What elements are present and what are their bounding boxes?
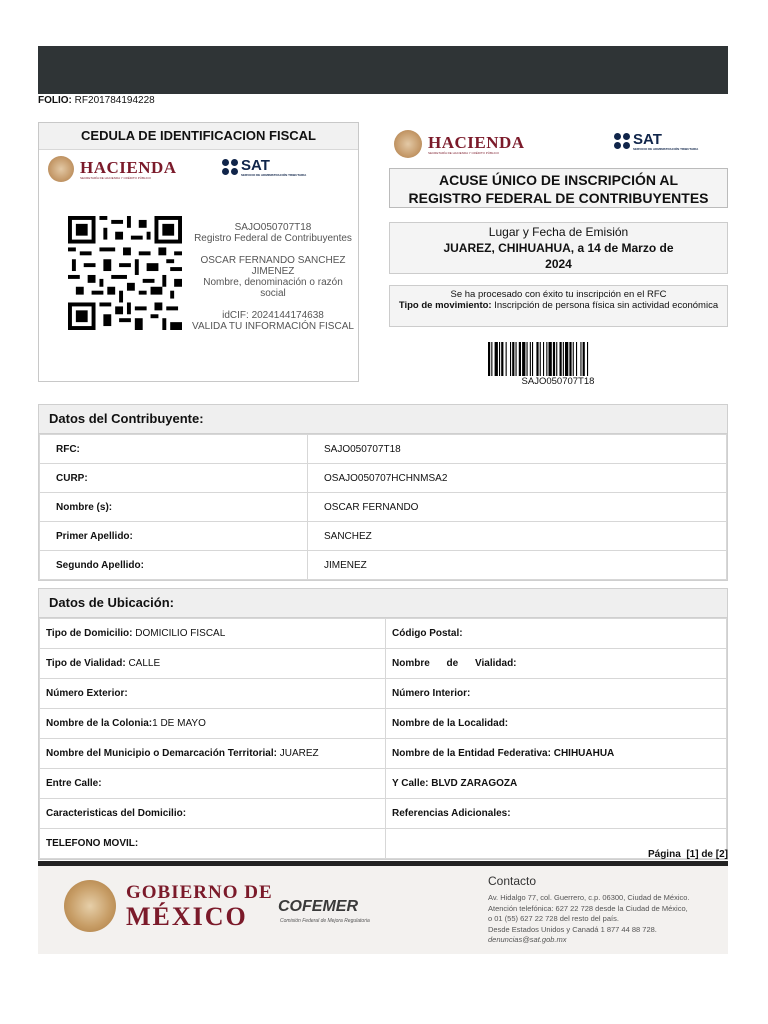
sat-dots-icon bbox=[614, 133, 630, 149]
cell: Tipo de Domicilio: DOMICILIO FISCAL bbox=[40, 619, 386, 649]
table-row bbox=[40, 709, 727, 739]
cell: Nombre de la Colonia:1 DE MAYO bbox=[40, 709, 386, 739]
acuse-title-line2: REGISTRO FEDERAL DE CONTRIBUYENTES bbox=[408, 190, 709, 206]
idcif-value: 2024144174638 bbox=[251, 310, 324, 321]
row-value: SAJO050707T18 bbox=[308, 435, 727, 464]
folio-label: FOLIO: bbox=[38, 95, 72, 106]
row-key: RFC: bbox=[40, 435, 308, 464]
cell: Caracteristicas del Domicilio: bbox=[40, 799, 386, 829]
procesado-box bbox=[389, 285, 728, 327]
table-row bbox=[40, 679, 727, 709]
row-key: CURP: bbox=[40, 464, 308, 493]
lugar-value: JUAREZ, CHIHUAHUA, a 14 de Marzo de bbox=[443, 241, 674, 255]
hacienda-subtitle: SECRETARÍA DE HACIENDA Y CRÉDITO PÚBLICO bbox=[80, 176, 151, 180]
gobierno-mexico-logo bbox=[64, 880, 273, 932]
sat-subtitle: SERVICIO DE ADMINISTRACIÓN TRIBUTARIA bbox=[633, 147, 699, 151]
lugar-fecha-box bbox=[389, 222, 728, 274]
cofemer-subtitle: Comisión Federal de Mejora Regulatoria bbox=[280, 918, 370, 924]
sat-text: SAT bbox=[241, 157, 270, 174]
cedula-title: CEDULA DE IDENTIFICACION FISCAL bbox=[39, 123, 358, 150]
table-row bbox=[40, 435, 727, 464]
ubicacion-title: Datos de Ubicación: bbox=[39, 589, 727, 618]
hacienda-text: HACIENDA bbox=[80, 158, 177, 177]
barcode-icon bbox=[488, 342, 628, 376]
mexico-seal-icon bbox=[64, 880, 116, 932]
cell: Y Calle: BLVD ZARAGOZA bbox=[386, 769, 727, 799]
ubicacion-section bbox=[38, 588, 728, 860]
sat-logo-right bbox=[614, 132, 698, 150]
cell: Referencias Adicionales: bbox=[386, 799, 727, 829]
row-value: OSCAR FERNANDO bbox=[308, 493, 727, 522]
table-row bbox=[40, 829, 727, 859]
row-value: OSAJO050707HCHNMSA2 bbox=[308, 464, 727, 493]
hacienda-text: HACIENDA bbox=[428, 133, 525, 152]
sat-text: SAT bbox=[633, 131, 662, 148]
table-row bbox=[40, 551, 727, 580]
folio-value: RF201784194228 bbox=[74, 95, 155, 106]
sat-logo bbox=[222, 158, 306, 176]
acuse-title-line1: ACUSE ÚNICO DE INSCRIPCIÓN AL bbox=[438, 172, 679, 188]
contribuyente-title: Datos del Contribuyente: bbox=[39, 405, 727, 434]
gob-line1: GOBIERNO DE bbox=[126, 881, 273, 903]
table-row bbox=[40, 493, 727, 522]
row-key: Segundo Apellido: bbox=[40, 551, 308, 580]
movimiento-value: Inscripción de persona física sin actividad económica bbox=[494, 300, 719, 311]
barcode-text: SAJO050707T18 bbox=[521, 376, 595, 387]
table-row bbox=[40, 739, 727, 769]
contacto-email-link[interactable]: denuncias@sat.gob.mx bbox=[488, 935, 567, 944]
table-row bbox=[40, 522, 727, 551]
contribuyente-section bbox=[38, 404, 728, 581]
table-row bbox=[40, 619, 727, 649]
hacienda-seal-icon bbox=[48, 156, 74, 182]
table-row bbox=[40, 464, 727, 493]
valida-info-link[interactable]: VALIDA TU INFORMACIÓN FISCAL bbox=[192, 321, 354, 332]
cell: Nombre del Municipio o Demarcación Territorial: JUAREZ bbox=[40, 739, 386, 769]
procesado-message: Se ha procesado con éxito tu inscripción en el RFC bbox=[450, 289, 667, 300]
cell: Nombre de la Entidad Federativa: CHIHUAHUA bbox=[386, 739, 727, 769]
page-value: [1] de [2] bbox=[686, 849, 728, 860]
contacto-title: Contacto bbox=[488, 874, 537, 888]
lugar-label: Lugar y Fecha de Emisión bbox=[488, 225, 629, 239]
cedula-rfc: SAJO050707T18 bbox=[234, 222, 312, 233]
contribuyente-table bbox=[39, 434, 727, 580]
table-row bbox=[40, 799, 727, 829]
sat-dots-icon bbox=[222, 159, 238, 175]
cell: Nombre de Vialidad: bbox=[386, 649, 727, 679]
idcif-label: idCIF: bbox=[222, 310, 249, 321]
cofemer-logo: COFEMER bbox=[278, 898, 358, 915]
row-value: SANCHEZ bbox=[308, 522, 727, 551]
cell: Tipo de Vialidad: CALLE bbox=[40, 649, 386, 679]
hacienda-subtitle: SECRETARÍA DE HACIENDA Y CRÉDITO PÚBLICO bbox=[428, 151, 499, 155]
qr-code-icon bbox=[68, 216, 182, 330]
cedula-name: OSCAR FERNANDO SANCHEZ JIMENEZ bbox=[200, 255, 346, 277]
cedula-info bbox=[190, 222, 356, 332]
contacto-line: Desde Estados Unidos y Canadá 1 877 44 88 728. bbox=[488, 924, 657, 934]
contacto-line: Av. Hidalgo 77, col. Guerrero, c.p. 06300, Ciudad de México. bbox=[488, 893, 690, 902]
row-key: Primer Apellido: bbox=[40, 522, 308, 551]
row-key: Nombre (s): bbox=[40, 493, 308, 522]
cell: Número Interior: bbox=[386, 679, 727, 709]
table-row bbox=[40, 769, 727, 799]
page-indicator bbox=[648, 849, 728, 860]
cell: Número Exterior: bbox=[40, 679, 386, 709]
ubicacion-table bbox=[39, 618, 727, 859]
sat-subtitle: SERVICIO DE ADMINISTRACIÓN TRIBUTARIA bbox=[241, 173, 307, 177]
contacto-line: Atención telefónica: 627 22 728 desde la Ciudad de México, bbox=[488, 903, 688, 913]
cell: Código Postal: bbox=[386, 619, 727, 649]
lugar-year: 2024 bbox=[545, 257, 572, 271]
hacienda-seal-icon bbox=[394, 130, 422, 158]
row-value: JIMENEZ bbox=[308, 551, 727, 580]
contacto-lines bbox=[488, 893, 723, 946]
hacienda-logo-right bbox=[394, 130, 525, 158]
cedula-name-caption: Nombre, denominación o razón social bbox=[203, 277, 343, 299]
contacto-line: o 01 (55) 627 22 728 del resto del país. bbox=[488, 914, 619, 923]
cedula-rfc-caption: Registro Federal de Contribuyentes bbox=[194, 233, 352, 244]
gob-line2: MÉXICO bbox=[126, 901, 248, 931]
folio bbox=[38, 95, 155, 106]
movimiento-label: Tipo de movimiento: bbox=[398, 300, 492, 311]
cell: TELEFONO MOVIL: bbox=[40, 829, 386, 859]
top-banner bbox=[38, 46, 728, 94]
cell: Nombre de la Localidad: bbox=[386, 709, 727, 739]
cell: Entre Calle: bbox=[40, 769, 386, 799]
acuse-title bbox=[389, 168, 728, 208]
hacienda-logo bbox=[48, 156, 177, 182]
table-row bbox=[40, 649, 727, 679]
page-label: Página bbox=[647, 849, 681, 860]
